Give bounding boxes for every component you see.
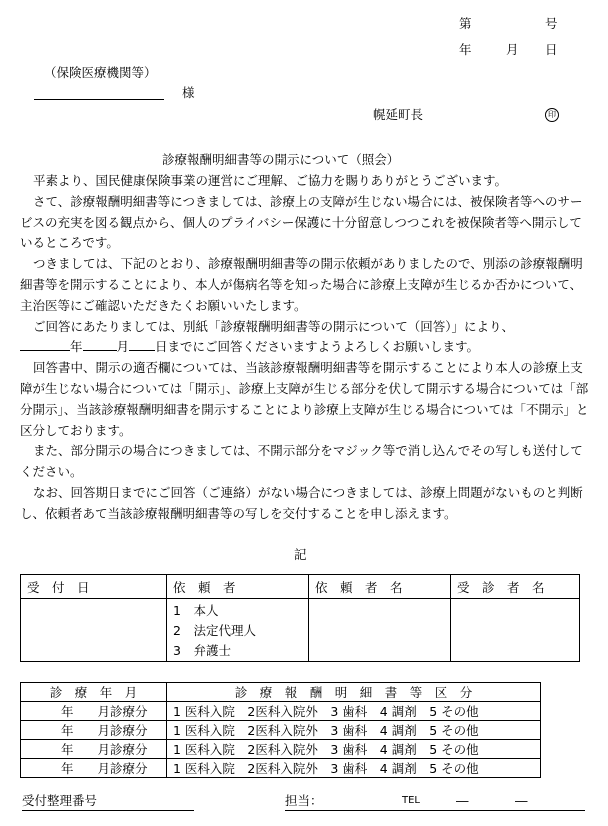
deadline-month-label: 月 xyxy=(116,339,130,355)
row-year-label: 年 xyxy=(61,723,74,738)
requester-option-lawyer: 3 弁護士 xyxy=(173,643,231,658)
header-requester-name: 依 頼 者 名 xyxy=(309,575,451,599)
request-table-header xyxy=(21,575,580,599)
contact-line xyxy=(285,810,585,811)
patient-name-cell xyxy=(451,599,580,662)
paragraph-greeting: 平素より、国民健康保険事業の運営にご理解、ご協力を賜りありがとうございます。 xyxy=(33,173,508,188)
date-day-label: 日 xyxy=(545,42,558,57)
seal-mark: 印 xyxy=(545,108,559,122)
table-row xyxy=(21,759,541,778)
requester-name-cell xyxy=(309,599,451,662)
document-title: 診療報酬明細書等の開示について（照会） xyxy=(162,152,400,167)
row-month-label: 月診療分 xyxy=(97,723,148,738)
contact-person-label: 担当： xyxy=(285,793,323,808)
date-year-label: 年 xyxy=(459,42,472,57)
statement-type-cell: 1 医科入院 2医科入院外 3 歯科 4 調剤 5 その他 xyxy=(167,721,541,740)
number-suffix: 号 xyxy=(545,16,558,31)
reception-number-line xyxy=(22,810,194,811)
paragraph-background: さて、診療報酬明細書等につきましては、診療上の支障が生じない場合には、被保険者等へのサービスの充実を図る観点から、個人のプライバシー保護に十分留意しつつこれを被保険者等へ開示しているところです。 xyxy=(20,193,583,251)
reception-date-cell xyxy=(21,599,167,662)
statement-table-header xyxy=(21,683,541,702)
paragraph-no-reply: なお、回答期日までにご回答（ご連絡）がない場合につきましては、診療上問題がないものと判断し、依頼者あて当該診療報酬明細書等の写しを交付することを申し添えます。 xyxy=(20,484,583,521)
body-text xyxy=(20,171,592,525)
recipient-honorific: 様 xyxy=(182,85,195,100)
row-month-label: 月診療分 xyxy=(97,761,148,776)
requester-options-cell xyxy=(167,599,309,662)
statement-type-cell: 1 医科入院 2医科入院外 3 歯科 4 調剤 5 その他 xyxy=(167,702,541,721)
requester-option-self: 1 本人 xyxy=(173,603,219,618)
paragraph-deadline-date xyxy=(20,337,592,358)
paragraph-request: つきましては、下記のとおり、診療報酬明細書等の開示依頼がありましたので、別添の診療報酬明細書等を開示することにより、本人が傷病名等を知った場合に診療上支障が生じるか否かについて、主治医等にご確認いただきたくお願いいたします。 xyxy=(20,256,583,313)
header-reception-date: 受 付 日 xyxy=(21,575,167,599)
row-month-label: 月診療分 xyxy=(97,704,148,719)
treatment-month-cell xyxy=(21,759,167,778)
paragraph-partial: また、部分開示の場合につきましては、不開示部分をマジック等で消し込んでその写しも送付してください。 xyxy=(20,443,583,480)
ki-heading: 記 xyxy=(294,547,307,562)
table-row xyxy=(21,740,541,759)
statement-type-cell: 1 医科入院 2医科入院外 3 歯科 4 調剤 5 その他 xyxy=(167,740,541,759)
telephone-dash-2: ― xyxy=(515,793,528,808)
header-requester: 依 頼 者 xyxy=(167,575,309,599)
number-label: 第 xyxy=(459,16,472,31)
sender-title: 幌延町長 xyxy=(373,107,424,122)
date-month-label: 月 xyxy=(506,42,519,57)
statement-type-cell: 1 医科入院 2医科入院外 3 歯科 4 調剤 5 その他 xyxy=(167,759,541,778)
row-year-label: 年 xyxy=(61,742,74,757)
header-treatment-month: 診 療 年 月 xyxy=(21,683,167,702)
treatment-month-cell xyxy=(21,702,167,721)
paragraph-deadline: ご回答にあたりましては、別紙「診療報酬明細書等の開示について（回答）」により、 xyxy=(33,318,515,334)
treatment-month-cell xyxy=(21,740,167,759)
paragraph-classification: 回答書中、開示の適否欄については、当該診療報酬明細書等を開示することにより本人の診療上支障が生じない場合については「開示」、診療上支障が生じる部分を伏して開示する場合については「部分開示」、当該診療報酬明細書を開示することにより診療上支障が生じる場合については「不開示」と区分しております。 xyxy=(20,360,589,438)
telephone-label: TEL xyxy=(402,795,420,806)
deadline-day-text: 日までにご回答くださいますようよろしくお願いします。 xyxy=(155,339,480,355)
row-month-label: 月診療分 xyxy=(97,742,148,757)
telephone-dash-1: ― xyxy=(456,793,469,808)
table-row xyxy=(21,702,541,721)
deadline-year-label: 年 xyxy=(70,339,83,355)
request-table xyxy=(20,574,580,662)
recipient-name-line xyxy=(34,99,164,100)
reception-number-label: 受付整理番号 xyxy=(22,793,98,808)
statement-table xyxy=(20,682,541,778)
row-year-label: 年 xyxy=(61,761,74,776)
request-table-row xyxy=(21,599,580,662)
header-patient-name: 受 診 者 名 xyxy=(451,575,580,599)
table-row xyxy=(21,721,541,740)
treatment-month-cell xyxy=(21,721,167,740)
requester-option-legal-agent: 2 法定代理人 xyxy=(173,623,256,638)
recipient-organization: （保険医療機関等） xyxy=(44,65,157,80)
row-year-label: 年 xyxy=(61,704,74,719)
header-statement-type: 診 療 報 酬 明 細 書 等 区 分 xyxy=(167,683,541,702)
